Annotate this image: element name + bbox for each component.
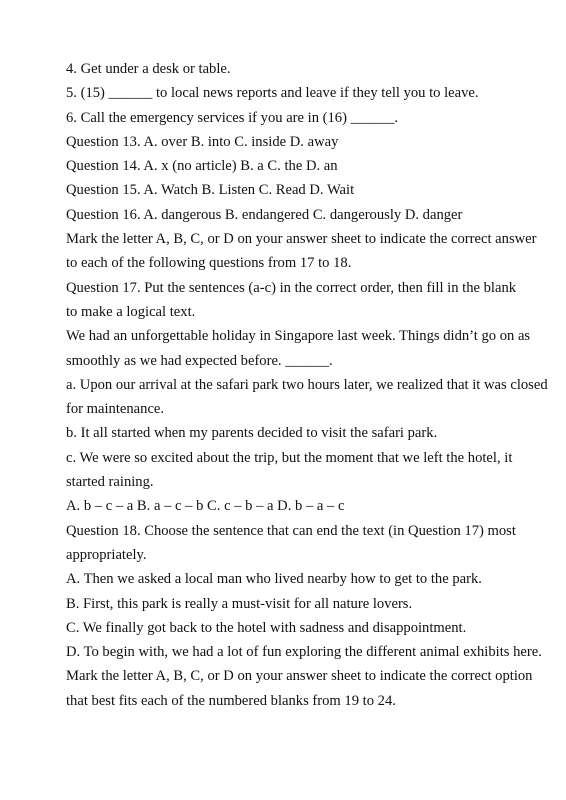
sentence-c: started raining.: [66, 474, 154, 491]
section-instruction: that best fits each of the numbered blanks from 19 to 24.: [66, 692, 396, 709]
section-instruction: to each of the following questions from 17 to 18.: [66, 255, 352, 272]
question-17: to make a logical text.: [66, 303, 196, 320]
question-14: Question 14. A. x (no article) B. a C. the D. an: [66, 158, 338, 175]
question-16: Question 16. A. dangerous B. endangered C. dangerously D. danger: [66, 206, 463, 223]
option-c: C. We finally got back to the hotel with sadness and disappointment.: [66, 619, 467, 636]
question-18: appropriately.: [66, 546, 147, 563]
passage-text: We had an unforgettable holiday in Singapore last week. Things didn’t go on as: [66, 328, 531, 345]
option-a: A. Then we asked a local man who lived nearby how to get to the park.: [66, 571, 482, 588]
question-15: Question 15. A. Watch B. Listen C. Read D. Wait: [66, 182, 355, 199]
sentence-b: b. It all started when my parents decided to visit the safari park.: [66, 425, 438, 442]
sentence-a: a. Upon our arrival at the safari park two hours later, we realized that it was closed: [66, 376, 548, 393]
sentence-c: c. We were so excited about the trip, but the moment that we left the hotel, it: [66, 449, 513, 466]
passage-text: smoothly as we had expected before. ______.: [66, 352, 333, 369]
question-17: Question 17. Put the sentences (a-c) in the correct order, then fill in the blank: [66, 279, 517, 296]
option-d: D. To begin with, we had a lot of fun exploring the different animal exhibits here.: [66, 644, 542, 661]
question-13: Question 13. A. over B. into C. inside D. away: [66, 133, 339, 150]
answer-options-17: A. b – c – a B. a – c – b C. c – b – a D. b – a – c: [66, 498, 345, 515]
section-instruction: Mark the letter A, B, C, or D on your answer sheet to indicate the correct option: [66, 668, 533, 685]
instruction-line: 6. Call the emergency services if you are in (16) ______.: [66, 109, 399, 126]
document-body: [66, 57, 548, 713]
option-b: B. First, this park is really a must-visit for all nature lovers.: [66, 595, 413, 612]
sentence-a: for maintenance.: [66, 401, 165, 418]
instruction-line: 5. (15) ______ to local news reports and leave if they tell you to leave.: [66, 85, 479, 102]
section-instruction: Mark the letter A, B, C, or D on your answer sheet to indicate the correct answer: [66, 231, 537, 248]
instruction-line: 4. Get under a desk or table.: [66, 61, 231, 77]
question-18: Question 18. Choose the sentence that can end the text (in Question 17) most: [66, 522, 516, 539]
